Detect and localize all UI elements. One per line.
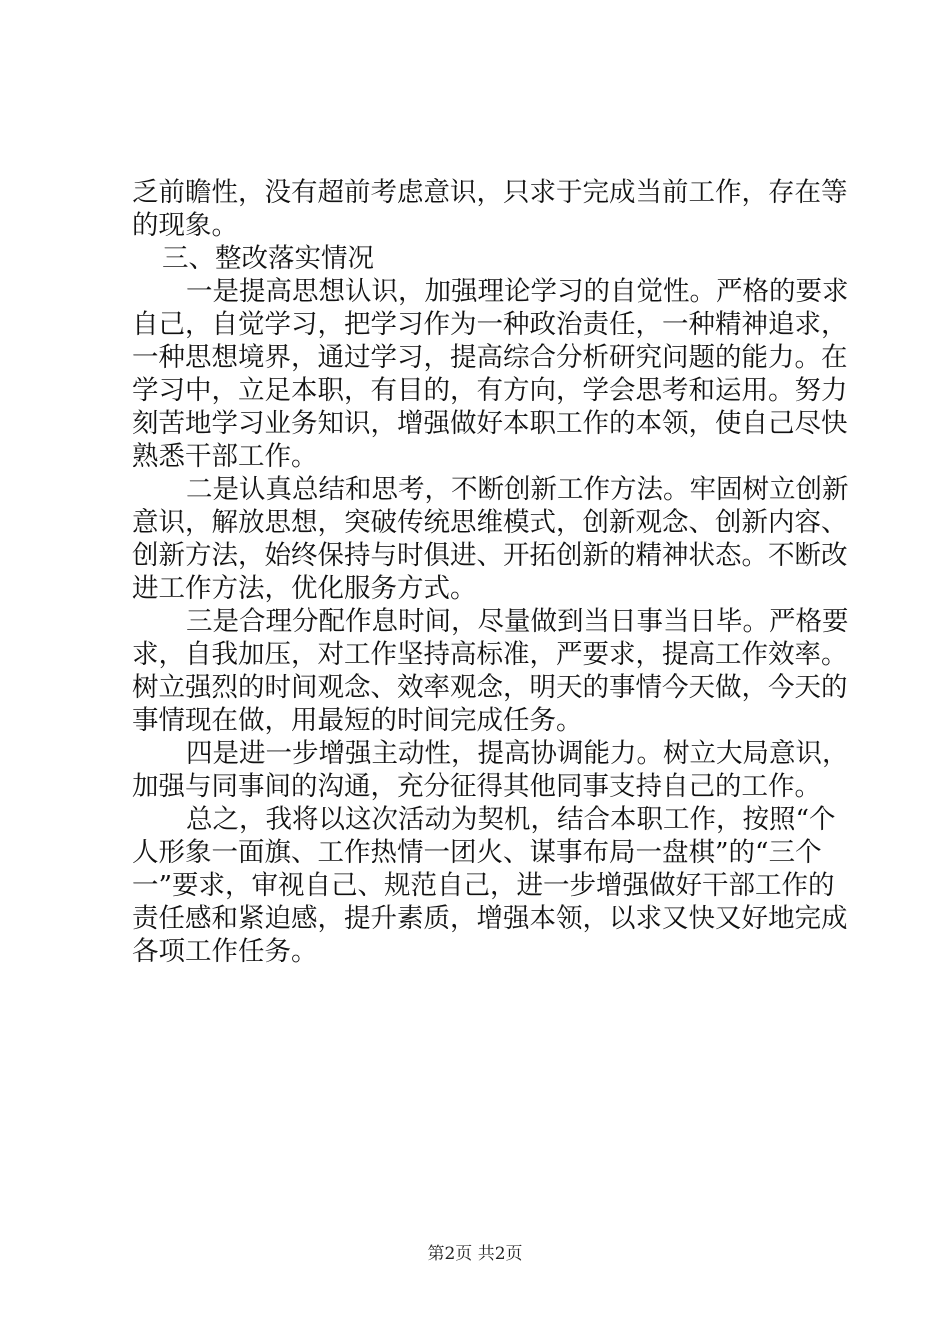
body-text-line: 刻苦地学习业务知识，增强做好本职工作的本领，使自己尽快 bbox=[132, 408, 848, 439]
body-text-line: 一种思想境界，通过学习，提高综合分析研究问题的能力。在 bbox=[132, 342, 848, 373]
body-text-line: 人形象一面旗、工作热情一团火、谋事布局一盘棋”的“三个 bbox=[132, 837, 822, 868]
body-text-line: 求，自我加压，对工作坚持高标准，严要求，提高工作效率。 bbox=[132, 639, 848, 670]
body-text-line: 一”要求，审视自己、规范自己，进一步增强做好干部工作的 bbox=[132, 870, 835, 901]
body-text-line: 创新方法，始终保持与时俱进、开拓创新的精神状态。不断改 bbox=[132, 540, 848, 571]
body-text-line: 一是提高思想认识，加强理论学习的自觉性。严格的要求 bbox=[186, 276, 849, 307]
section-heading: 三、整改落实情况 bbox=[162, 243, 374, 274]
body-text-line: 进工作方法，优化服务方式。 bbox=[132, 573, 477, 604]
body-text-line: 事情现在做，用最短的时间完成任务。 bbox=[132, 705, 583, 736]
body-text-line: 四是进一步增强主动性，提高协调能力。树立大局意识， bbox=[186, 738, 849, 769]
body-text-line: 三是合理分配作息时间，尽量做到当日事当日毕。严格要 bbox=[186, 606, 849, 637]
body-text-line: 意识，解放思想，突破传统思维模式，创新观念、创新内容、 bbox=[132, 507, 848, 538]
body-text-line: 总之，我将以这次活动为契机，结合本职工作，按照“个 bbox=[186, 804, 836, 835]
body-text-line: 责任感和紧迫感，提升素质，增强本领，以求又快又好地完成 bbox=[132, 903, 848, 934]
body-text-line: 熟悉干部工作。 bbox=[132, 441, 318, 472]
body-text-line: 自己，自觉学习，把学习作为一种政治责任，一种精神追求， bbox=[132, 309, 848, 340]
body-text-line: 学习中，立足本职，有目的，有方向，学会思考和运用。努力 bbox=[132, 375, 848, 406]
body-text-line: 的现象。 bbox=[132, 210, 238, 241]
body-text-line: 乏前瞻性，没有超前考虑意识，只求于完成当前工作，存在等 bbox=[132, 177, 848, 208]
body-text-line: 各项工作任务。 bbox=[132, 936, 318, 967]
page-footer: 第2页 共2页 bbox=[427, 1244, 523, 1264]
body-text-line: 二是认真总结和思考，不断创新工作方法。牢固树立创新 bbox=[186, 474, 849, 505]
body-text-line: 树立强烈的时间观念、效率观念，明天的事情今天做，今天的 bbox=[132, 672, 848, 703]
body-text-line: 加强与同事间的沟通，充分征得其他同事支持自己的工作。 bbox=[132, 771, 821, 802]
